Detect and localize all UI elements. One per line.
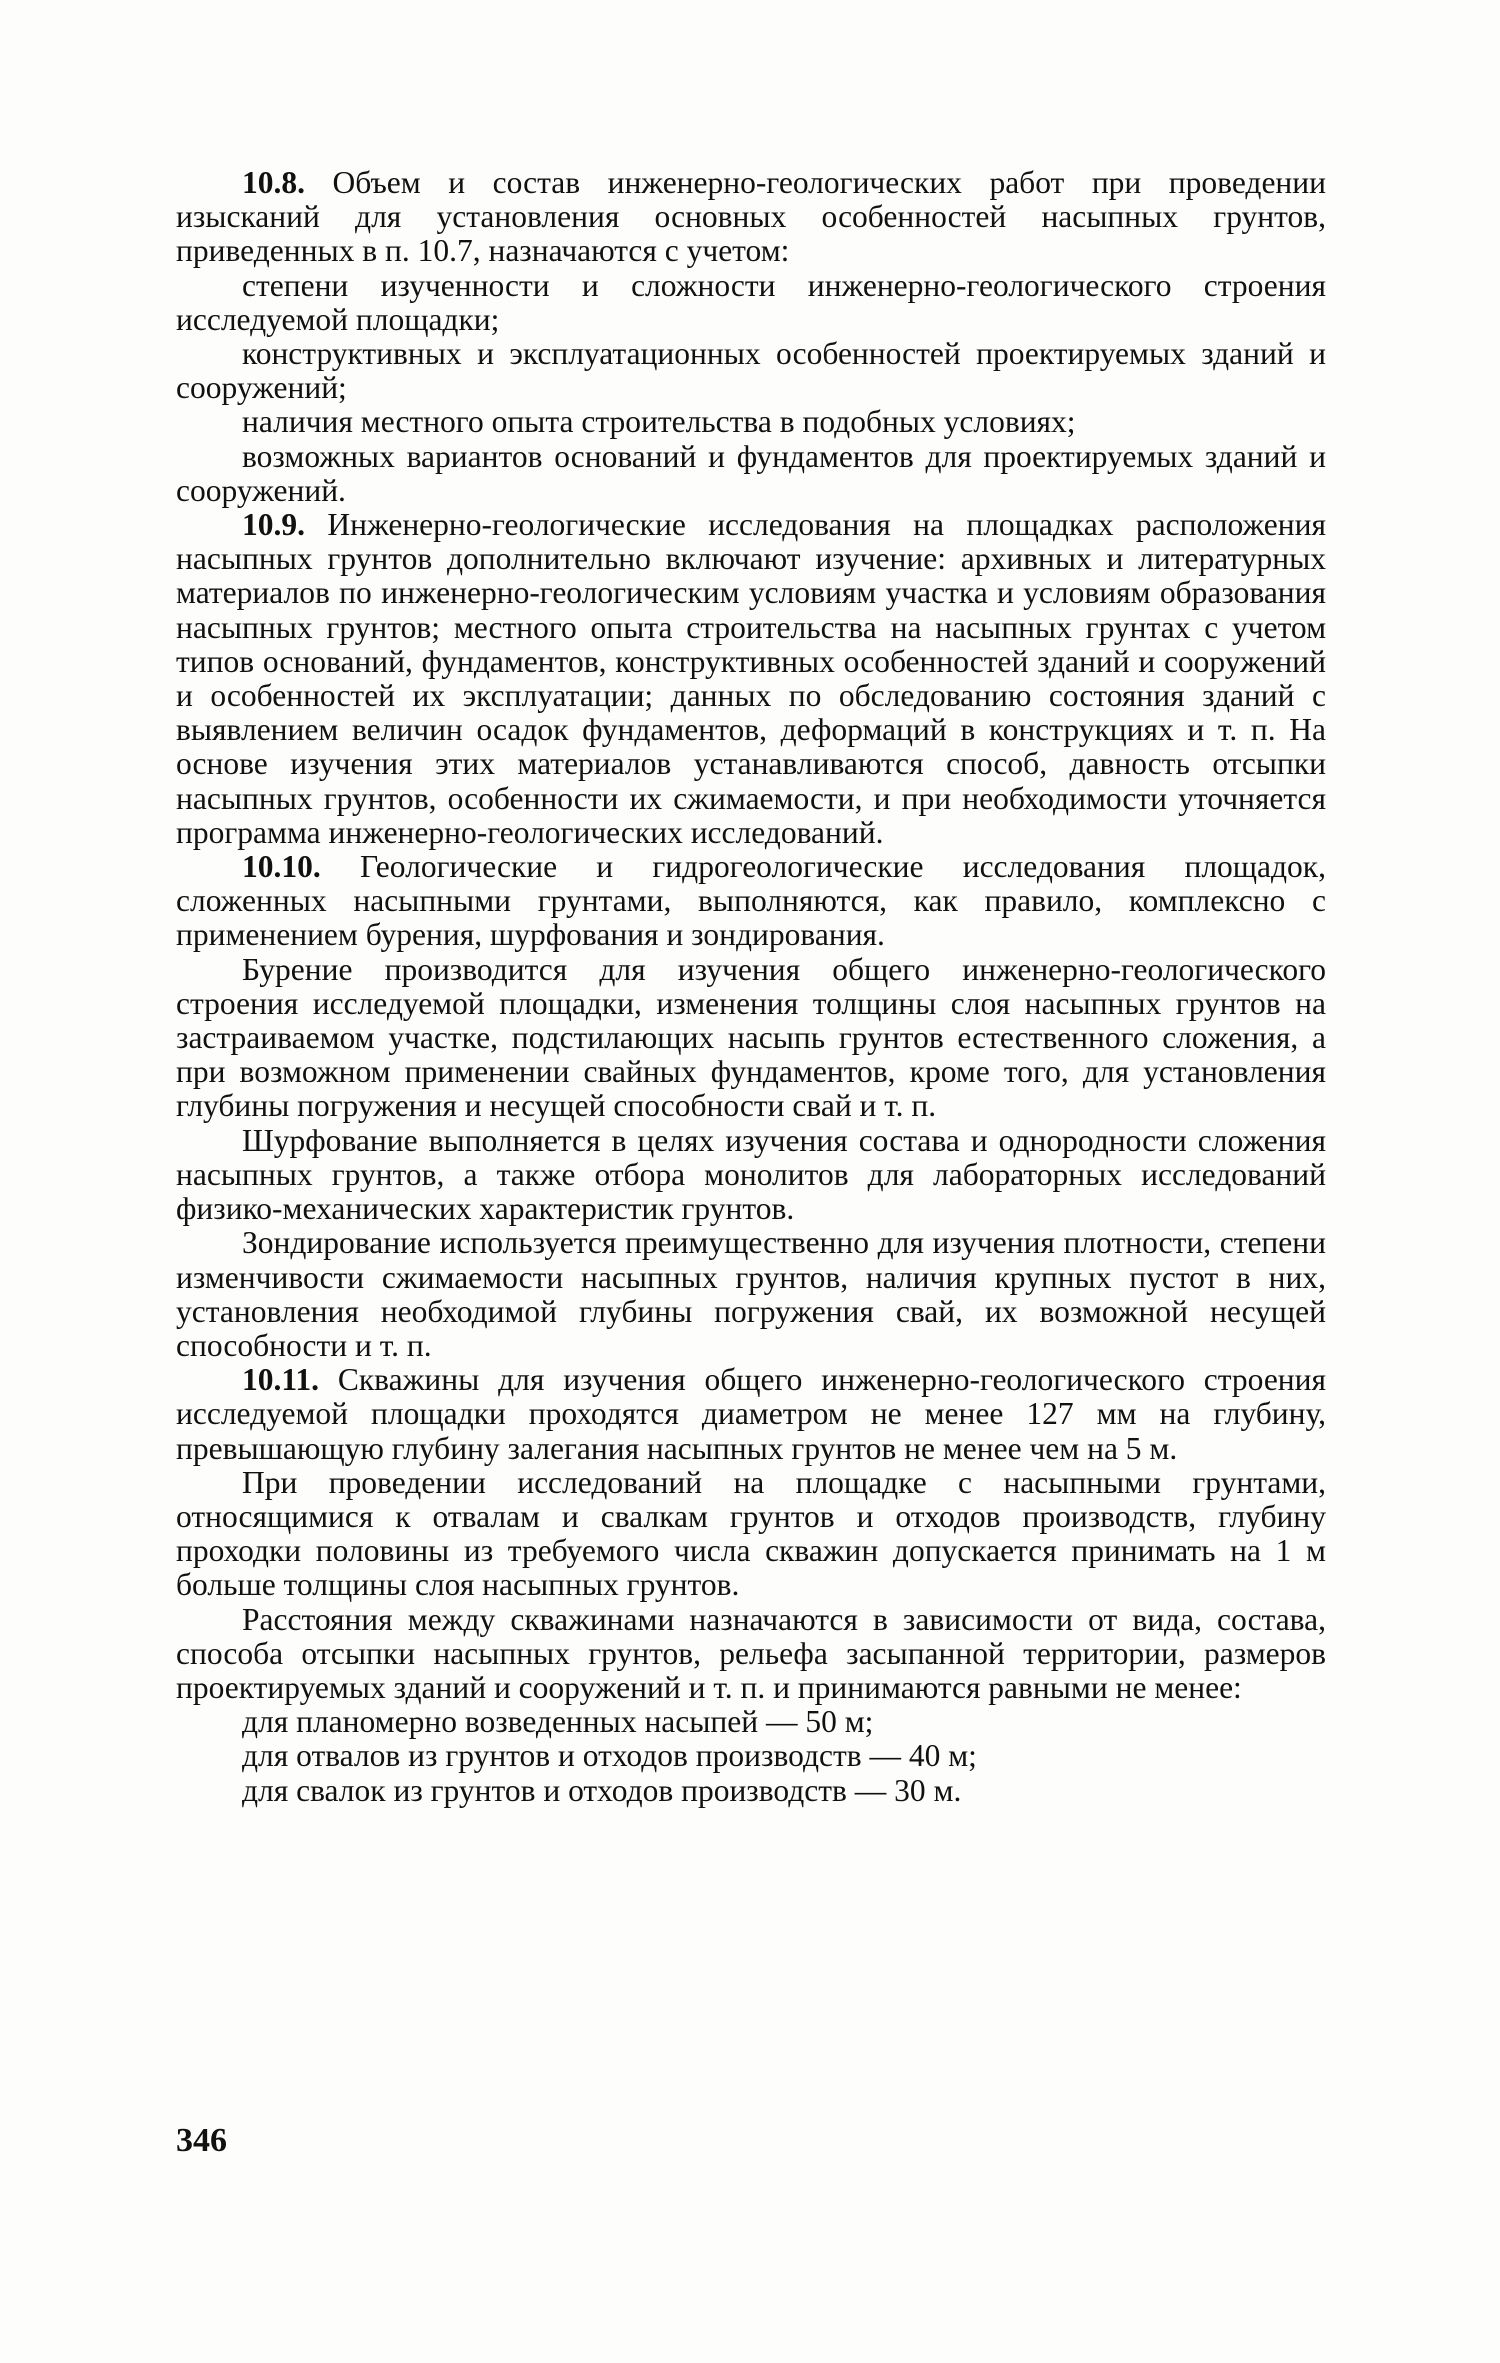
paragraph-text: Объем и состав инженерно-геологических работ при проведении изысканий для установления основных особенностей насыпных грунтов, приведенных в п. 10.7, назначаются с учетом: xyxy=(176,165,1326,269)
paragraph-text: Расстояния между скважинами назначаются в зависимости от вида, состава, способа отсыпки насыпных грунтов, рельефа засыпанной территории, размеров проектируемых зданий и сооружений и т. п. и принимаются равными не менее: xyxy=(176,1601,1326,1705)
paragraph-text: возможных вариантов оснований и фундаментов для проектируемых зданий и сооружений. xyxy=(176,438,1326,508)
paragraph xyxy=(176,1466,1326,1603)
paragraph xyxy=(176,405,1326,439)
paragraph-text: Скважины для изучения общего инженерно-геологического строения исследуемой площадки проходятся диаметром не менее 127 мм на глубину, превышающую глубину залегания насыпных грунтов не менее чем на 5 м. xyxy=(176,1362,1326,1466)
list-item: для свалок из грунтов и отходов производств — 30 м. xyxy=(242,1772,962,1808)
paragraph-10-9 xyxy=(176,508,1326,850)
paragraph-10-8 xyxy=(176,166,1326,269)
paragraph xyxy=(176,953,1326,1124)
list-item: для планомерно возведенных насыпей — 50 м; xyxy=(242,1704,874,1740)
paragraph-text: Шурфование выполняется в целях изучения состава и однородности сложения насыпных грунтов, а также отбора монолитов для лабораторных исследований физико-механических характеристик грунтов. xyxy=(176,1122,1326,1227)
paragraph xyxy=(176,337,1326,405)
clause-number: 10.10. xyxy=(242,849,321,885)
paragraph-10-11 xyxy=(176,1363,1326,1466)
paragraph xyxy=(176,1226,1326,1363)
paragraph-text: наличия местного опыта строительства в подобных условиях; xyxy=(242,404,1076,440)
paragraph-text: Зондирование используется преимущественно для изучения плотности, степени изменчивости сжимаемости насыпных грунтов, наличия крупных пустот в них, установления необходимой глубины погружения свай, их возможной несущей способности и т. п. xyxy=(176,1225,1326,1363)
paragraph-text: При проведении исследований на площадке с насыпными грунтами, относящимися к отвалам и свалкам грунтов и отходов производств, глубину проходки половины из требуемого числа скважин допускается принимать на 1 м больше толщины слоя насыпных грунтов. xyxy=(176,1464,1326,1603)
page-number: 346 xyxy=(176,2122,227,2159)
paragraph-text: Бурение производится для изучения общего инженерно-геологического строения исследуемой площадки, изменения толщины слоя насыпных грунтов на застраиваемом участке, подстилающих насыпь грунтов естественного сложения, а при возможном применении свайных фундаментов, кроме того, для установления глубины погружения и несущей способности свай и т. п. xyxy=(176,951,1326,1124)
paragraph-text: конструктивных и эксплуатационных особенностей проектируемых зданий и сооружений; xyxy=(176,336,1326,406)
paragraph xyxy=(176,1124,1326,1227)
clause-number: 10.11. xyxy=(242,1362,320,1398)
paragraph xyxy=(176,440,1326,508)
paragraph-text: Инженерно-геологические исследования на площадках расположения насыпных грунтов дополнительно включают изучение: архивных и литературных материалов по инженерно-геологическим условиям участка и условиям образования насыпных грунтов; местного опыта строительства на насыпных грунтах с учетом типов оснований, фундаментов, конструктивных особенностей зданий и сооружений и особенностей их эксплуатации; данных по обследованию состояния зданий с выявлением величин осадок фундаментов, деформаций в конструкциях и т. п. На основе изучения этих материалов устанавливаются способ, давность отсыпки насыпных грунтов, особенности их сжимаемости, и при необходимости уточняется программа инженерно-геологических исследований. xyxy=(176,507,1326,850)
clause-number: 10.9. xyxy=(242,507,305,543)
body-text xyxy=(176,166,1326,1808)
clause-number: 10.8. xyxy=(242,165,305,200)
paragraph xyxy=(176,269,1326,337)
paragraph-10-10 xyxy=(176,850,1326,953)
list-item: для отвалов из грунтов и отходов производств — 40 м; xyxy=(242,1738,977,1774)
paragraph-text: степени изученности и сложности инженерно-геологического строения исследуемой площадки; xyxy=(176,267,1326,337)
paragraph-text: Геологические и гидрогеологические исследования площадок, сложенных насыпными грунтами, выполняются, как правило, комплексно с применением бурения, шурфования и зондирования. xyxy=(176,849,1326,953)
paragraph xyxy=(176,1603,1326,1706)
